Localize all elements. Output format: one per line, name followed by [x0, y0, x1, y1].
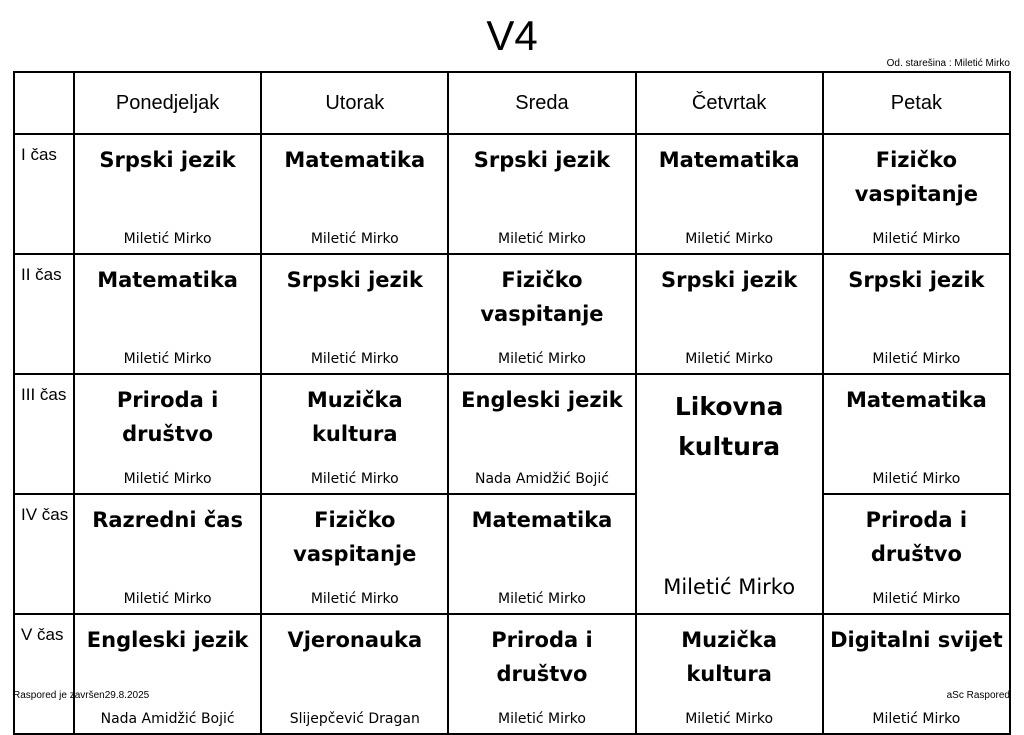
day-header-thursday: Četvrtak [636, 72, 823, 134]
lesson-teacher: Miletić Mirko [872, 231, 961, 247]
day-header-row [14, 72, 1010, 134]
day-header-tuesday: Utorak [261, 72, 448, 134]
lesson-subject: Matematika [658, 148, 800, 172]
period-label: IV čas [14, 494, 74, 614]
period-row-4 [14, 494, 1010, 614]
lesson-teacher: Miletić Mirko [685, 711, 774, 727]
lesson-teacher: Miletić Mirko [123, 591, 212, 607]
lesson-cell [448, 374, 635, 494]
lesson-teacher: Nada Amidžić Bojić [100, 711, 235, 727]
lesson-teacher: Miletić Mirko [310, 231, 399, 247]
period-label: I čas [14, 134, 74, 254]
lesson-subject: Matematika [284, 148, 426, 172]
lesson-cell [823, 494, 1010, 614]
lesson-subject: Engleski jezik [86, 628, 249, 652]
day-header-wednesday: Sreda [448, 72, 635, 134]
lesson-teacher: Miletić Mirko [685, 351, 774, 367]
lesson-teacher: Miletić Mirko [872, 711, 961, 727]
lesson-subject: Matematika [471, 508, 613, 532]
day-header-friday: Petak [823, 72, 1010, 134]
corner-cell [14, 72, 74, 134]
lesson-teacher: Miletić Mirko [123, 231, 212, 247]
period-label: II čas [14, 254, 74, 374]
lesson-subject: Razredni čas [92, 508, 243, 532]
lesson-subject: Priroda i društvo [116, 388, 219, 446]
lesson-teacher: Miletić Mirko [123, 351, 212, 367]
lesson-teacher: Nada Amidžić Bojić [474, 471, 609, 487]
lesson-subject: Srpski jezik [660, 268, 798, 292]
lesson-cell [823, 614, 1010, 734]
lesson-subject: Priroda i društvo [491, 628, 593, 686]
lesson-teacher: Miletić Mirko [872, 351, 961, 367]
lesson-teacher: Miletić Mirko [498, 351, 586, 367]
class-title: V4 [486, 12, 538, 59]
lesson-teacher: Miletić Mirko [498, 711, 586, 727]
lesson-cell [823, 134, 1010, 254]
lesson-cell [448, 494, 635, 614]
lesson-cell [448, 254, 635, 374]
lesson-teacher: Miletić Mirko [310, 591, 399, 607]
lesson-cell [823, 254, 1010, 374]
lesson-teacher: Miletić Mirko [498, 231, 586, 247]
lesson-cell-double [636, 374, 823, 614]
lesson-subject: Priroda i društvo [865, 508, 968, 566]
lesson-teacher: Miletić Mirko [310, 471, 399, 487]
lesson-cell [448, 134, 635, 254]
lesson-teacher: Slijepčević Dragan [289, 711, 420, 727]
timetable [13, 71, 1011, 735]
period-label: III čas [14, 374, 74, 494]
lesson-subject: Muzička kultura [306, 388, 403, 446]
lesson-teacher: Miletić Mirko [685, 231, 774, 247]
lesson-cell [74, 614, 261, 734]
period-label: V čas [14, 614, 74, 734]
lesson-cell [261, 494, 448, 614]
lesson-cell [823, 374, 1010, 494]
lesson-cell [74, 494, 261, 614]
lesson-teacher: Miletić Mirko [872, 591, 961, 607]
lesson-cell [74, 374, 261, 494]
lesson-subject: Fizičko vaspitanje [480, 268, 604, 326]
lesson-teacher: Miletić Mirko [310, 351, 399, 367]
lesson-cell [636, 134, 823, 254]
lesson-cell [74, 254, 261, 374]
lesson-cell [636, 254, 823, 374]
lesson-teacher: Miletić Mirko [123, 471, 212, 487]
lesson-subject: Srpski jezik [473, 148, 611, 172]
lesson-teacher: Miletić Mirko [498, 591, 586, 607]
software-credit: aSc Raspored [946, 690, 1010, 701]
lesson-subject: Vjeronauka [287, 628, 423, 652]
lesson-subject: Srpski jezik [286, 268, 423, 292]
period-row-3 [14, 374, 1010, 494]
period-row-2 [14, 254, 1010, 374]
lesson-cell [448, 614, 635, 734]
lesson-teacher: Miletić Mirko [663, 575, 796, 599]
lesson-cell [261, 134, 448, 254]
lesson-subject: Srpski jezik [99, 148, 236, 172]
lesson-cell [261, 254, 448, 374]
day-header-monday: Ponedjeljak [74, 72, 261, 134]
lesson-cell [74, 134, 261, 254]
lesson-subject: Matematika [97, 268, 238, 292]
lesson-cell [261, 614, 448, 734]
lesson-teacher: Miletić Mirko [872, 471, 961, 487]
lesson-subject: Digitalni svijet [830, 628, 1003, 652]
period-row-5 [14, 614, 1010, 734]
lesson-subject: Srpski jezik [848, 268, 985, 292]
lesson-cell [636, 614, 823, 734]
lesson-subject: Engleski jezik [461, 388, 623, 412]
completion-note: Raspored je završen29.8.2025 [13, 690, 150, 701]
head-teacher: Od. starešina : Miletić Mirko [886, 58, 1010, 69]
lesson-cell [261, 374, 448, 494]
lesson-subject: Fizičko vaspitanje [854, 148, 978, 206]
lesson-subject: Muzička kultura [681, 628, 778, 686]
lesson-subject: Likovna kultura [674, 392, 784, 461]
lesson-subject: Matematika [845, 388, 987, 412]
lesson-subject: Fizičko vaspitanje [293, 508, 417, 566]
period-row-1 [14, 134, 1010, 254]
